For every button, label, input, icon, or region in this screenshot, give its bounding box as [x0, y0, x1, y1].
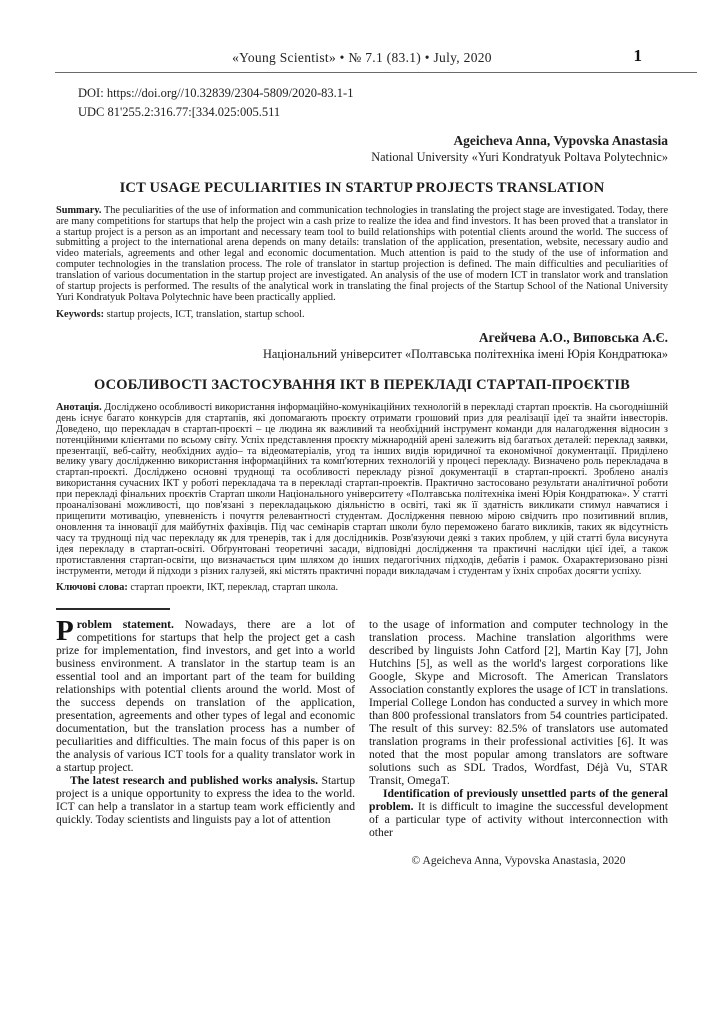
journal-header-line: «Young Scientist» • № 7.1 (83.1) • July, 2020 — [232, 50, 492, 65]
paragraph-text: Nowadays, there are a lot of competitions for startups that help the project get a cash prize for implementation, find investors, and get into a world business environment. A translator in the startup team is an essential tool and an important part of the team for building relationships with potential clients around the world. Most of the success depends on translation of the application, presentation, agreements and other types of legal and economic documentation, but the translation process has a number of peculiarities and difficulties. The main focus of this paper is on the analysis of various ICT tools for a quality translator work in a startup project. — [56, 618, 355, 774]
paragraph-latest-research — [56, 775, 355, 827]
heading-latest-research: The latest research and published works analysis. — [70, 773, 319, 787]
authors-english: Ageicheva Anna, Vypovska Anastasia — [453, 132, 668, 148]
keywords-text: startup projects, ICT, translation, startup school. — [106, 308, 305, 320]
abstract-label: Анотація. — [56, 401, 102, 413]
body-columns — [56, 615, 668, 839]
udc-line: UDC 81'255.2:316.77:[334.025:005.511 — [78, 105, 281, 120]
header-rule — [55, 72, 697, 73]
right-column — [369, 619, 668, 839]
abstract-text: Досліджено особливості використання інформаційно-комунікаційних технологій в перекладі стартап проєктів. На сьогоднішній день існує багато конкурсів для стартапів, які допомагають проєкту отримати грошовий приз для реалізації ідеї та знайти інвесторів. Доведено, що перекладач в стартап-проєкті – це людина як важливий та необхідний інструмент команди для налагодження відносин з потенційними клієнтами по всьому світу. Успіх представлення проєкту міжнародній арені залежить від багатьох деталей: переклад заявки, презентації, веб-сайту, необхідних аудіо– та відеоматеріалів, угод та інших видів юридичної та економічної документації. Приділено велику увагу дослідженню використання інформаційних та комп'ютерних технологій у процесі перекладу. Визначено роль перекладача в стартап-проєкті. Досліджено основні труднощі та особливості перекладу різної документації в стартап-проєкті. Зроблено аналіз використання сучасних ІКТ у роботі перекладача та в перекладі стартап-проектів. Практично застосовано результати аналітичної роботи при перекладі фінальних проєктів Стартап школи Національного університету «Полтавська політехніка імені Юрія Кондратюка». У статті проаналізовані можливості, що пов'язані з перекладацькою діяльністю в освіті, такі як її здатність викликати стимул навчатися і прищепити мотивацію, упевненість і почуття релевантності студентам. Дослідження певною мірою свідчить про позитивний вплив, оновлення та інновації для майбутніх фахівців. Під час семінарів стартап школи було переможено багато викликів, таких як відсутність часу та труднощі під час перекладу як для тренерів, так і для дослідників. Розв'язуючи деякі з таких проблем, у цій статті була висунута ідея перекладу в стартап-освіті. Обґрунтовані теоретичні засади, відповідні дослідження та практичні наслідки цієї ідеї, а також протиставлення стартап-освіти, що визначається цим шляхом до інших педагогічних підходів, дебатів і рамок. Охарактеризовано різні інструменти, методи й підходи з різних галузей, які містять практичні поради викладачам і студентам у їхніх спробах досягти успіху. — [56, 401, 668, 577]
article-title-english: ICT USAGE PECULIARITIES IN STARTUP PROJECTS TRANSLATION — [119, 179, 605, 196]
paragraph-text: Startup project is a unique opportunity to express the idea to the world. ICT can help a translator in a startup team work efficiently and quickly. Today scientists and linguists pay a lot of attention — [56, 773, 355, 826]
summary-english — [56, 206, 668, 304]
section-divider-rule — [56, 608, 170, 610]
article-title-ukrainian: ОСОБЛИВОСТІ ЗАСТОСУВАННЯ ІКТ В ПЕРЕКЛАДІ СТАРТАП-ПРОЄКТІВ — [93, 376, 631, 393]
keywords-ukrainian — [56, 582, 668, 593]
heading-problem-statement: roblem statement. — [76, 618, 174, 632]
keywords-english — [56, 309, 668, 320]
authors-ukrainian: Агейчева А.О., Виповська А.Є. — [478, 329, 668, 345]
paragraph-text: to the usage of information and computer technology in the translation process. Machine translation algorithms were described by linguists John Catford [2], Martin Kay [7], John Hutchins [5], as well as the world's largest corporations like Google, Skype and Microsoft. The American Translators Association constantly explores the usage of ICT in translations. Imperial College London has conducted a survey in which more than 800 professional translators from 54 countries participated. The result of this survey: 82.5% of translators use automated translation programs in their professional activities [6]. It was noted that the most popular among translators are software solutions such as SDL Trados, Wordfast, Déjà Vu, STAR Transit, OmegaT. — [369, 618, 668, 787]
doi-line: DOI: https://doi.org//10.32839/2304-5809/2020-83.1-1 — [78, 86, 354, 100]
paragraph-problem-statement — [56, 615, 355, 774]
keywords-label-ukrainian: Ключові слова: — [56, 582, 128, 594]
abstract-ukrainian — [56, 403, 668, 578]
affiliation-ukrainian: Національний університет «Полтавська політехніка імені Юрія Кондратюка» — [263, 346, 668, 361]
copyright-notice: © Ageicheva Anna, Vypovska Anastasia, 2020 — [411, 854, 626, 867]
left-column — [56, 615, 355, 839]
heading-identification: Identification of previously unsettled parts of the general problem. — [369, 786, 668, 813]
paragraph-identification — [369, 788, 668, 840]
summary-text: The peculiarities of the use of information and communication technologies in translating the project stage are investigated. Today, there are many competitions for startups that help the project win a cash prize to realize the idea and find investors. It has been proved that a translator in a startup project is a person as an important and necessary team tool to build relationships with potential clients around the world. The success of submitting a project to the international arena depends on many details: translation of the application, presentation, website, necessary audio and video materials, agreements and other legal and economic documentation. Much attention is paid to the study of the use of information and computer technologies in the translation process. The role of translator in startup projection is defined. The main difficulties and peculiarities of translation of various documentation in the startup project are investigated. An analysis of the use of modern ICT in translator work and translation of startup projects is performed. The results of the analytical work in translating the final projects of the Startup School of the National University Yuri Kondratyuk Poltava Polytechnic have been practically applied. — [56, 204, 669, 303]
paragraph-text: It is difficult to imagine the successful development of a particular type of activity without interconnection with other — [369, 799, 668, 839]
dropcap-letter: P — [56, 615, 74, 648]
paragraph-continuation — [369, 619, 668, 787]
page-header — [56, 46, 668, 68]
keywords-label: Keywords: — [56, 308, 105, 320]
keywords-text-ukrainian: стартап проекти, ІКТ, переклад, стартап школа. — [130, 582, 339, 594]
affiliation-english: National University «Yuri Kondratyuk Poltava Polytechnic» — [371, 149, 668, 164]
page-number: 1 — [633, 46, 642, 65]
article-meta — [56, 84, 668, 123]
summary-label: Summary. — [56, 204, 102, 216]
